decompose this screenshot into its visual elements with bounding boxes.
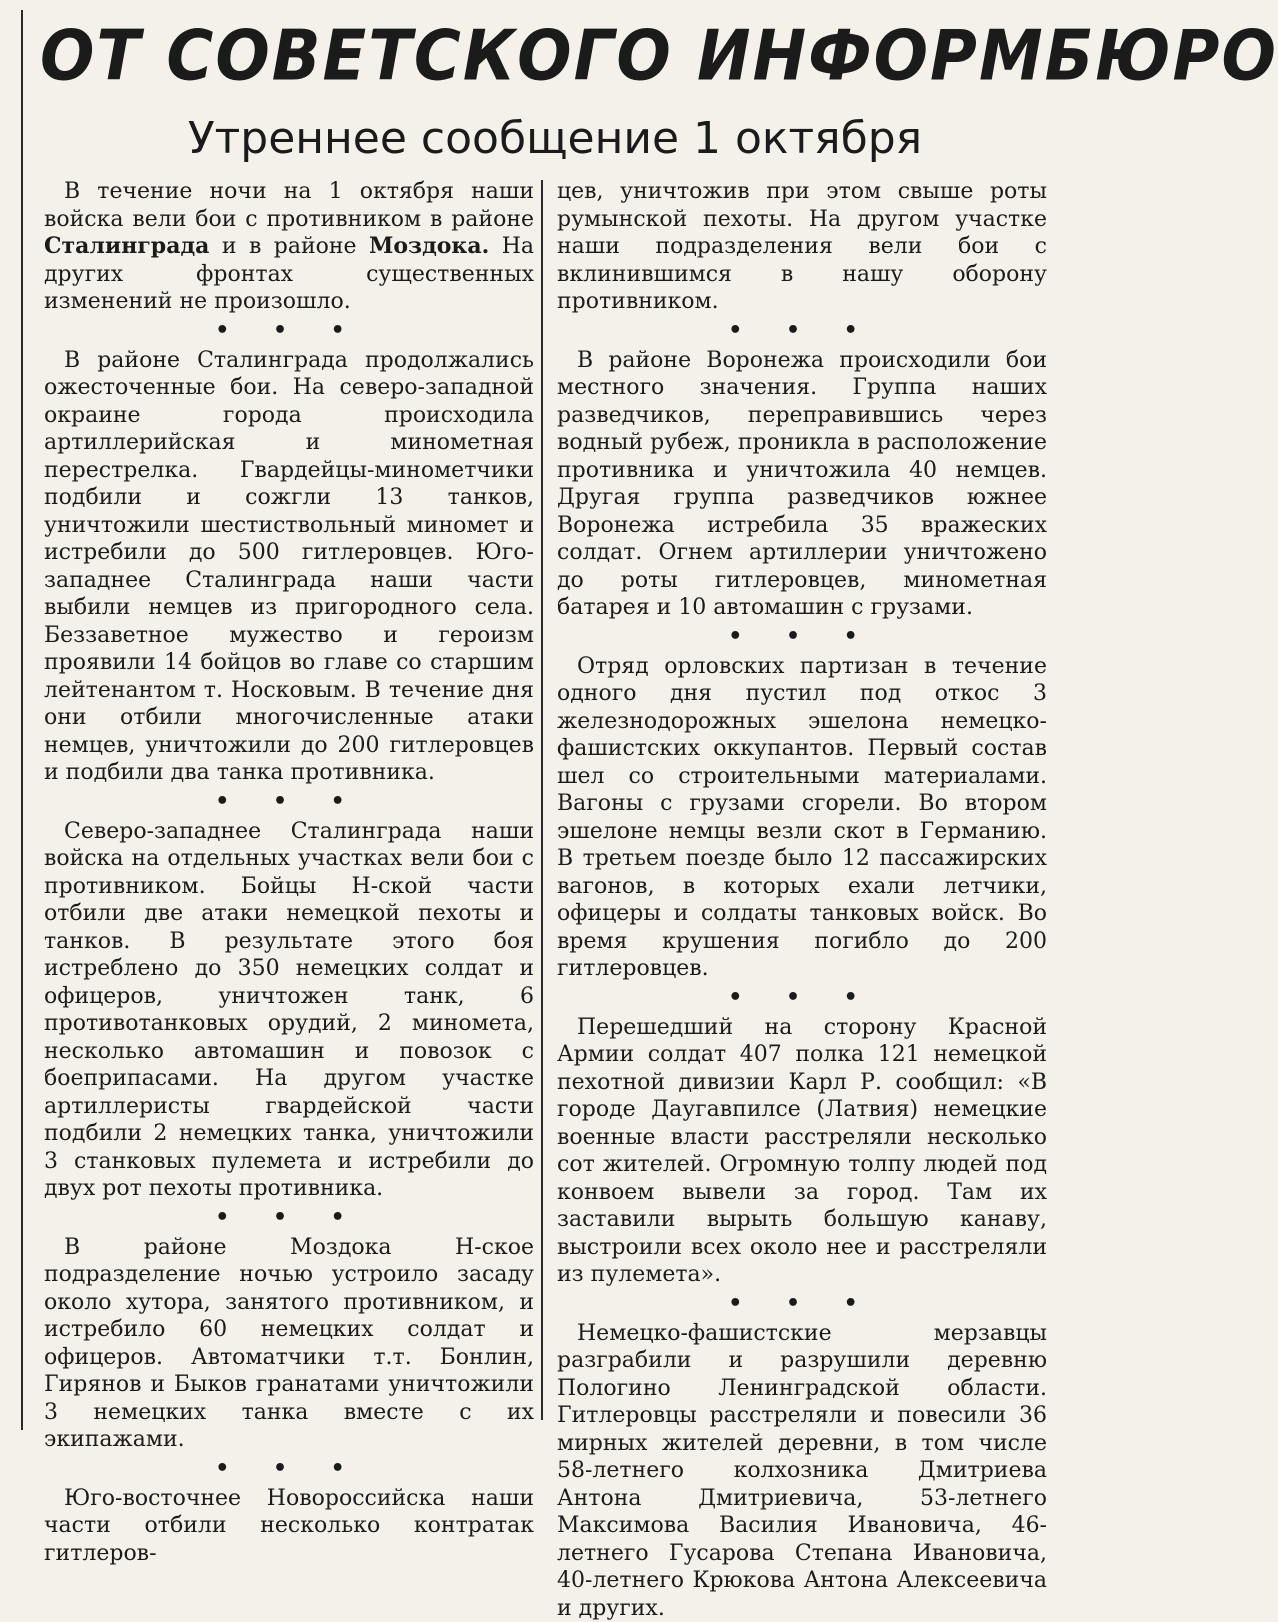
paragraph-northwest-stalingrad: Северо-западнее Сталинграда наши войска на отдельных участках вели бои с противником. Бойцы Н-ской части отбили две атаки немецкой пехоты и танков. В результате этого боя истреблено до 350 немецких солдат и офицеров, уничтожен танк, 6 противотанковых орудий, 2 миномета, несколько автомашин и повозок с боеприпасами. На другом участке артиллеристы гвардейской части подбили 2 немецких танка, уничтожили 3 станковых пулемета и истребили до двух рот пехоты противника. <box>44 818 534 1203</box>
paragraph-novorossiysk: Юго-восточнее Новороссийска наши части отбили несколько контратак гитлеров- <box>44 1485 534 1568</box>
separator-dots: • • • <box>557 319 1047 343</box>
separator-dots: • • • <box>44 319 534 343</box>
intro-place-stalingrad: Сталинграда <box>44 233 209 259</box>
paragraph-partisans: Отряд орловских партизан в течение одного дня пустил под откос 3 железнодорожных эшелона немецко-фашистских оккупантов. Первый состав шел со строительными материалами. Вагоны с грузами сгорели. Во втором эшелоне немцы везли скот в Германию. В третьем поезде было 12 пассажирских вагонов, в которых ехали летчики, офицеры и солдаты танковых войск. Во время крушения погибло до 200 гитлеровцев. <box>557 653 1047 983</box>
paragraph-defector-report: Перешедший на сторону Красной Армии солдат 407 полка 121 немецкой пехотной дивизии Карл Р. сообщил: «В городе Даугавпилсе (Латвия) немецкие военные власти расстреляли несколько сот жителей. Огромную толпу людей под конвоем вывели за город. Там их заставили вырыть большую канаву, выстроили всех около нее и расстреляли из пулемета». <box>557 1014 1047 1289</box>
intro-text-1: В течение ночи на 1 октября наши войска вели бои с противником в районе <box>44 179 534 232</box>
separator-dots: • • • <box>44 1206 534 1230</box>
separator-dots: • • • <box>557 625 1047 649</box>
separator-dots: • • • <box>44 790 534 814</box>
separator-dots: • • • <box>557 1292 1047 1316</box>
intro-paragraph <box>44 178 534 316</box>
masthead-title: ОТ СОВЕТСКОГО ИНФОРМБЮРО <box>40 8 1070 105</box>
column-divider <box>541 180 543 1420</box>
right-column <box>557 178 1047 1622</box>
paragraph-stalingrad: В районе Сталинграда продолжались ожесточенные бои. На северо-западной окраине города происходила артиллерийская и минометная перестрелка. Гвардейцы-минометчики подбили и сожгли 13 танков, уничтожили шестиствольный миномет и истребили до 500 гитлеровцев. Юго-западнее Сталинграда наши части выбили немцев из пригородного села. Беззаветное мужество и героизм проявили 14 бойцов во главе со старшим лейтенантом т. Носковым. В течение дня они отбили многочисленные атаки немцев, уничтожили до 200 гитлеровцев и подбили два танка противника. <box>44 347 534 787</box>
left-column <box>44 178 534 1567</box>
masthead-subtitle: Утреннее сообщение 1 октября <box>40 108 1070 170</box>
paragraph-voronezh: В районе Воронежа происходили бои местного значения. Группа наших разведчиков, переправившись через водный рубеж, проникла в расположение противника и уничтожила 40 немцев. Другая группа разведчиков южнее Воронежа истребила 35 вражеских солдат. Огнем артиллерии уничтожено до роты гитлеровцев, минометная батарея и 10 автомашин с грузами. <box>557 347 1047 622</box>
left-margin <box>0 0 26 1437</box>
paragraph-pologino: Немецко-фашистские мерзавцы разграбили и разрушили деревню Пологино Ленинградской области. Гитлеровцы расстреляли и повесили 36 мирных жителей деревни, в том числе 58-летнего колхозника Дмитриева Антона Дмитриевича, 53-летнего Максимова Василия Ивановича, 46-летнего Гусарова Степана Ивановича, 40-летнего Крюкова Антона Алексеевича и других. <box>557 1320 1047 1622</box>
intro-place-mozdok: Моздока. <box>369 233 489 259</box>
intro-text-3: На других фронтах существенных изменений не произошло. <box>44 234 534 314</box>
paragraph-novorossiysk-continued: цев, уничтожив при этом свыше роты румынской пехоты. На другом участке наши подразделения вели бои с вклинившимся в нашу оборону противником. <box>557 178 1047 316</box>
separator-dots: • • • <box>44 1457 534 1481</box>
intro-text-2: и в районе <box>209 234 369 259</box>
paragraph-mozdok: В районе Моздока Н-ское подразделение ночью устроило засаду около хутора, занятого противником, и истребило 60 немецких солдат и офицеров. Автоматчики т.т. Бонлин, Гирянов и Быков гранатами уничтожили 3 немецких танка вместе с их экипажами. <box>44 1234 534 1454</box>
left-margin-rule <box>21 10 23 1430</box>
separator-dots: • • • <box>557 986 1047 1010</box>
